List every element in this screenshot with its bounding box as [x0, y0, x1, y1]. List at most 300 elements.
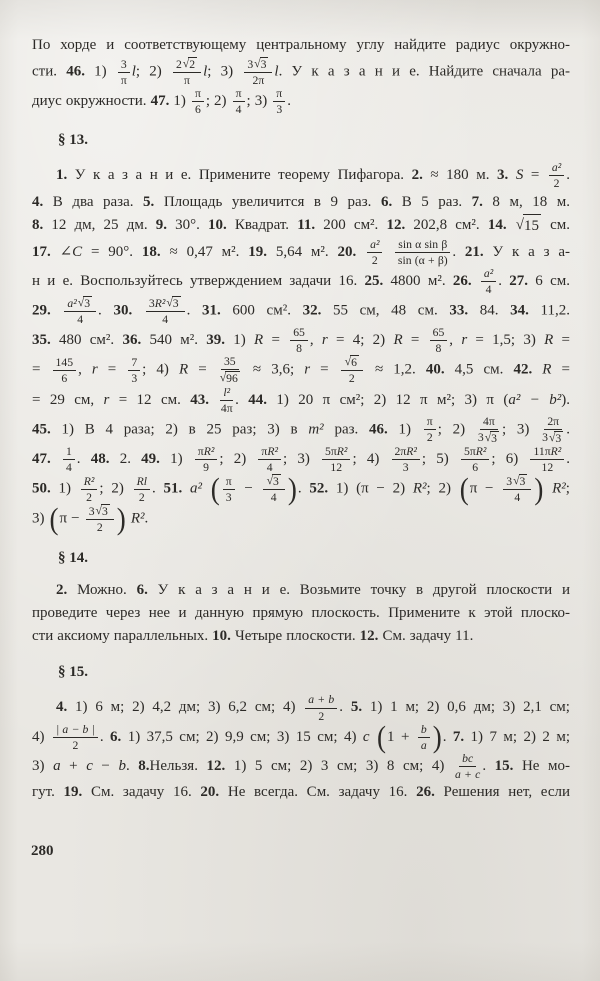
- radicand: [519, 474, 528, 488]
- fraction-numerator: [64, 296, 96, 312]
- math-variable: R²: [130, 510, 145, 527]
- text-run: раз.: [323, 421, 370, 438]
- text-run: ≈ 1,2.: [364, 361, 426, 378]
- fraction-denominator: [542, 430, 564, 445]
- text-run: π −: [59, 510, 84, 527]
- text-line: [32, 602, 570, 625]
- fraction: [290, 326, 308, 355]
- fraction-numerator: [305, 693, 337, 708]
- text-run: 12 дм, 25 дм.: [43, 216, 156, 233]
- fraction-denominator: [349, 371, 355, 385]
- fraction: [219, 355, 241, 385]
- problem-number: 14.: [487, 216, 507, 233]
- fraction-denominator: [252, 73, 264, 87]
- text-run: 3: [247, 58, 254, 71]
- problem-number: 3.: [497, 167, 509, 184]
- fraction: [478, 415, 500, 445]
- text-run: .: [297, 480, 310, 497]
- fraction-denominator: [203, 460, 209, 474]
- problem-number: 47.: [32, 450, 51, 467]
- problem-number: 33.: [449, 302, 469, 319]
- math-variable: b: [420, 722, 427, 736]
- math-variable: l: [203, 63, 208, 80]
- math-variable: S: [515, 167, 524, 184]
- math-variable: a + c: [454, 767, 481, 781]
- fraction-numerator: [290, 326, 308, 341]
- text-run: .: [98, 302, 114, 319]
- radicand: [260, 57, 269, 71]
- fraction-denominator: [554, 176, 560, 190]
- text-line: [32, 415, 570, 445]
- radicand: [83, 296, 92, 310]
- math-variable: r: [461, 332, 468, 349]
- text-run: У к а з а н и е. Возьмите точку в другой плоскости и: [147, 582, 570, 599]
- fraction: [305, 693, 337, 722]
- text-run: 2: [86, 490, 92, 504]
- text-run: .: [339, 699, 351, 716]
- text-run: 11π: [533, 444, 551, 458]
- text-run: .: [125, 757, 139, 774]
- text-run: 2.: [109, 450, 142, 467]
- text-run: = 4; 2): [327, 332, 394, 349]
- math-variable: R: [544, 332, 554, 349]
- fraction-numerator: [395, 238, 450, 253]
- text-run: .: [151, 480, 164, 497]
- text-run: 600 см².: [220, 302, 303, 319]
- math-variable: R²: [336, 444, 348, 458]
- text-run: 145: [55, 355, 74, 369]
- fraction-denominator: [276, 102, 282, 116]
- fraction-denominator: [403, 460, 409, 474]
- text-run: 12: [541, 460, 554, 474]
- fraction: [461, 445, 489, 474]
- fraction-numerator: [195, 445, 218, 460]
- text-run: ; 4): [142, 361, 179, 378]
- text-run: диус окружности.: [32, 93, 151, 110]
- text-run: 6: [351, 356, 357, 370]
- problem-number: 27.: [509, 272, 529, 289]
- text-run: 55 см, 48 см.: [321, 302, 450, 319]
- text-line: [32, 191, 570, 214]
- problem-number: 39.: [206, 332, 225, 349]
- fraction: [530, 445, 564, 474]
- text-line: [32, 471, 570, 506]
- fraction: [392, 445, 420, 474]
- fraction-numerator: [63, 445, 75, 460]
- text-run: 5π: [325, 444, 337, 458]
- fraction-denominator: [195, 102, 201, 116]
- fraction: [53, 356, 77, 385]
- square-root: [485, 431, 499, 445]
- text-line: [32, 693, 570, 722]
- text-line: [32, 386, 570, 415]
- problem-number: 12.: [206, 757, 226, 774]
- text-run: 1 +: [387, 728, 416, 745]
- text-run: sin α sin β: [398, 237, 448, 251]
- problem-number: 40.: [425, 361, 445, 378]
- text-run: 1): [225, 332, 255, 349]
- problem-number: 6.: [136, 582, 148, 599]
- paragraph: [32, 693, 570, 804]
- text-run: 2: [138, 490, 145, 504]
- text-run: 3: [225, 490, 232, 504]
- problem-number: 8.: [32, 216, 44, 233]
- text-run: [182, 481, 190, 497]
- text-run: 3: [84, 296, 91, 310]
- square-root: [78, 296, 92, 310]
- text-run: сти.: [32, 63, 67, 80]
- fraction-denominator: [318, 709, 324, 723]
- fraction-numerator: [53, 723, 98, 738]
- big-parenthesis: ): [287, 471, 297, 506]
- text-run: 3: [276, 103, 283, 117]
- square-root: [549, 431, 563, 445]
- text-run: ; 3): [501, 421, 541, 438]
- math-variable: r: [304, 361, 311, 378]
- square-root: [513, 474, 527, 488]
- fraction: [134, 475, 150, 504]
- text-run: +: [60, 757, 87, 774]
- text-run: [202, 481, 210, 497]
- text-run: 3: [131, 371, 138, 385]
- problem-number: 30.: [113, 302, 133, 319]
- text-run: π: [235, 87, 242, 101]
- text-run: 4: [514, 491, 521, 505]
- problem-number: 36.: [122, 332, 142, 349]
- page-number: 280: [31, 843, 54, 859]
- problem-number: 1.: [56, 167, 68, 184]
- text-line: [32, 445, 570, 474]
- math-variable: a²: [551, 161, 562, 175]
- math-variable: R²: [550, 444, 562, 458]
- problem-number: 35.: [32, 332, 51, 349]
- fraction-denominator: [236, 102, 242, 116]
- radical-sign: √: [166, 295, 173, 309]
- text-line: [32, 214, 570, 238]
- fraction-denominator: [398, 253, 448, 267]
- big-parenthesis: (: [459, 471, 469, 506]
- text-run: [132, 302, 144, 318]
- text-run: Решения нет, если: [434, 784, 570, 800]
- fraction-denominator: [219, 370, 241, 385]
- fraction: [367, 238, 382, 267]
- text-run: см.: [541, 216, 570, 233]
- problem-number: 2.: [56, 582, 68, 599]
- text-run: .: [235, 391, 249, 408]
- problem-number: 48.: [90, 450, 110, 467]
- square-root: [254, 57, 268, 71]
- square-root: [345, 355, 359, 369]
- text-run: 2: [426, 431, 433, 445]
- problem-number: 10.: [208, 216, 227, 233]
- fraction-numerator: [459, 752, 476, 767]
- text-run: =: [402, 332, 428, 349]
- fraction: [258, 445, 281, 474]
- math-variable: l: [131, 63, 136, 80]
- problem-number: 20.: [200, 784, 220, 800]
- fraction-denominator: [72, 738, 78, 752]
- text-run: 15: [523, 217, 539, 234]
- fraction-numerator: [53, 356, 77, 371]
- fraction-numerator: [118, 58, 130, 73]
- fraction-numerator: [192, 87, 204, 102]
- fraction: [244, 57, 272, 87]
- text-run: 1) 20 π см²; 2) 12 π м²; 3) π (: [267, 391, 509, 408]
- text-run: =: [553, 332, 570, 349]
- math-variable: R²: [154, 296, 166, 310]
- fraction-denominator: [86, 490, 92, 504]
- fraction-numerator: [273, 87, 285, 102]
- math-variable: a: [420, 738, 427, 752]
- text-line: [32, 625, 570, 648]
- problem-number: 6.: [110, 728, 122, 745]
- fraction-denominator: [514, 490, 520, 504]
- text-run: 4: [485, 282, 492, 296]
- problem-number: 50.: [32, 480, 51, 497]
- text-run: 5π: [463, 444, 476, 458]
- problem-number: 47.: [150, 93, 170, 110]
- text-run: ; 2): [99, 480, 132, 497]
- text-run: 1) (π − 2): [328, 480, 413, 497]
- text-line: [32, 781, 570, 804]
- text-run: ).: [561, 391, 570, 408]
- text-run: 4: [162, 313, 169, 327]
- fraction: [418, 723, 430, 752]
- text-run: [544, 481, 552, 497]
- fraction-denominator: [486, 282, 492, 296]
- text-run: ;: [565, 480, 570, 497]
- fraction-denominator: [472, 460, 478, 474]
- text-run: .: [566, 167, 570, 184]
- square-root: [267, 474, 281, 488]
- text-run: ,: [309, 332, 322, 349]
- text-run: ≈ 0,47 м².: [160, 243, 249, 260]
- text-run: 6 см.: [528, 272, 570, 289]
- problem-number: 10.: [212, 628, 231, 645]
- text-run: 3: [477, 430, 484, 444]
- paragraph: [32, 579, 570, 648]
- problem-number: 46.: [66, 63, 85, 80]
- math-variable: R: [254, 332, 264, 349]
- text-run: Можно.: [67, 582, 137, 599]
- fraction-numerator: [233, 87, 245, 102]
- text-run: 4: [266, 460, 273, 474]
- text-run: π −: [469, 480, 502, 497]
- text-run: 3: [506, 475, 513, 489]
- fraction: [549, 161, 564, 190]
- text-run: 1) 1 м; 2) 0,6 дм; 3) 2,1 см;: [362, 699, 570, 716]
- text-run: По хорде и соответствующему центральному углу найдите радиус окружно-: [32, 37, 570, 53]
- text-run: 3: [273, 475, 279, 489]
- text-run: н и е. Воспользуйтесь утверждением задачи 16.: [32, 272, 365, 289]
- fraction: [63, 445, 75, 474]
- fraction-numerator: [244, 57, 272, 73]
- text-run: .: [498, 272, 510, 289]
- fraction-denominator: [61, 371, 67, 385]
- problem-number: 25.: [364, 272, 384, 289]
- problem-number: 7.: [452, 728, 465, 745]
- problem-number: 44.: [248, 391, 268, 408]
- fraction: [263, 474, 285, 504]
- text-run: ; 6): [491, 450, 529, 467]
- text-line: [32, 579, 570, 602]
- text-run: 6: [61, 371, 68, 385]
- text-run: 3: [101, 505, 108, 519]
- radicand: [554, 431, 563, 445]
- text-run: [51, 302, 63, 318]
- text-run: 4): [32, 728, 51, 745]
- fraction: [195, 445, 218, 474]
- text-line: [32, 238, 570, 267]
- fraction: [424, 415, 436, 444]
- text-run: ≈ 180 м.: [422, 167, 497, 184]
- text-run: 4: [235, 103, 242, 117]
- text-run: 8: [296, 342, 302, 356]
- text-run: 3: [491, 431, 497, 445]
- text-run: [51, 451, 61, 467]
- text-run: 3: [120, 57, 127, 71]
- radical-sign: √: [484, 430, 492, 444]
- text-run: . У к а з а н и е. Найдите сначала ра-: [278, 63, 570, 80]
- text-run: ; 2): [135, 63, 171, 80]
- math-variable: c: [362, 728, 370, 745]
- math-variable: a²: [189, 480, 202, 497]
- radicand: [350, 355, 359, 369]
- text-line: [32, 87, 570, 116]
- text-line: [32, 57, 570, 87]
- math-variable: b: [118, 757, 126, 774]
- fraction: [455, 752, 480, 781]
- radical-sign: √: [548, 430, 556, 444]
- text-run: 2: [189, 58, 196, 71]
- math-variable: a: [53, 757, 61, 774]
- problem-number: 21.: [464, 243, 484, 260]
- text-run: [507, 217, 515, 233]
- text-run: 9: [203, 460, 209, 474]
- text-run: 8 м, 18 м.: [482, 193, 571, 210]
- fraction-denominator: [226, 490, 232, 504]
- big-parenthesis: (: [210, 471, 220, 506]
- text-run: π: [225, 474, 232, 488]
- text-run: =: [263, 332, 289, 349]
- text-run: 2π: [547, 414, 560, 428]
- fraction-denominator: [162, 312, 168, 326]
- text-line: [32, 296, 570, 326]
- problem-number: 52.: [309, 480, 329, 497]
- text-run: [209, 392, 218, 408]
- radicand: [523, 214, 541, 238]
- fraction-numerator: [221, 355, 239, 370]
- text-run: 65: [432, 326, 445, 340]
- text-run: 3): [32, 510, 49, 527]
- text-run: 1): [50, 480, 79, 497]
- text-run: См. задачу 16.: [82, 784, 201, 800]
- fraction: [128, 356, 140, 385]
- text-line: [32, 161, 570, 190]
- math-variable: R²: [412, 480, 427, 497]
- text-run: .: [76, 450, 91, 467]
- math-variable: R²: [552, 480, 566, 497]
- problem-number: 32.: [302, 302, 322, 319]
- text-run: 1: [65, 444, 72, 458]
- text-run: ; 3): [246, 93, 272, 110]
- text-run: ; 5): [421, 450, 459, 467]
- text-run: 2: [348, 372, 355, 386]
- fraction-denominator: [267, 460, 273, 474]
- fraction-denominator: [478, 430, 500, 445]
- text-run: π: [276, 87, 283, 101]
- text-run: π: [197, 444, 204, 458]
- text-run: 4800 м².: [383, 272, 453, 289]
- text-run: 1) 5 см; 2) 3 см; 3) 8 см; 4): [225, 757, 453, 774]
- fraction-numerator: [81, 475, 98, 490]
- text-run: У к а з а н и е. Примените теорему Пифагора.: [67, 167, 412, 184]
- fraction-numerator: [173, 57, 201, 73]
- problem-number: 19.: [248, 243, 267, 260]
- problem-number: 51.: [163, 480, 183, 497]
- fraction: [542, 415, 564, 445]
- math-variable: r: [321, 332, 328, 349]
- fraction: [481, 267, 496, 296]
- radical-sign: √: [266, 474, 274, 488]
- text-run: Четыре плоскости.: [230, 628, 360, 645]
- text-run: В 5 раз.: [392, 193, 472, 210]
- fraction: [233, 87, 245, 116]
- radical-sign: √: [515, 216, 524, 233]
- math-variable: R²: [83, 474, 95, 488]
- text-run: 2: [72, 738, 79, 752]
- radicand: [225, 371, 240, 385]
- math-variable: R²: [203, 444, 215, 458]
- fraction: [86, 504, 114, 534]
- text-run: = 90°.: [82, 243, 142, 260]
- text-run: 2: [553, 177, 560, 191]
- problem-number: 34.: [510, 302, 529, 319]
- text-run: 5,64 м².: [266, 243, 338, 260]
- problem-number: 49.: [141, 450, 160, 467]
- text-run: .: [144, 510, 149, 527]
- text-run: =: [551, 361, 570, 378]
- radical-sign: √: [182, 57, 190, 70]
- text-run: =: [310, 361, 339, 378]
- text-run: 3): [32, 757, 54, 774]
- radical-sign: √: [254, 57, 261, 70]
- text-run: ∠: [50, 243, 73, 260]
- math-variable: bc: [462, 751, 474, 765]
- math-variable: | a − b |: [55, 722, 95, 736]
- text-run: [384, 244, 393, 260]
- problem-number: 5.: [350, 699, 363, 716]
- text-run: 1) 37,5 см; 2) 9,9 см; 3) 15 см; 4): [121, 728, 363, 745]
- fraction-denominator: [436, 341, 442, 355]
- math-variable: C: [72, 243, 83, 260]
- problem-number: 2.: [411, 167, 423, 184]
- problem-number: 4.: [32, 193, 44, 210]
- text-run: 1) 6 м; 2) 4,2 дм; 3) 6,2 см; 4): [67, 699, 304, 716]
- fraction: [118, 58, 130, 87]
- big-parenthesis: (: [49, 502, 59, 536]
- text-line: [32, 719, 571, 754]
- problem-number: 42.: [513, 361, 533, 378]
- text-run: 6: [194, 103, 201, 117]
- fraction-numerator: [263, 474, 285, 490]
- math-variable: a² − b²: [508, 391, 562, 408]
- fraction-denominator: [139, 490, 145, 504]
- problem-number: 12.: [359, 628, 379, 645]
- problem-number: 12.: [386, 216, 406, 233]
- radical-sign: √: [95, 504, 102, 518]
- text-run: Не мо-: [513, 757, 571, 774]
